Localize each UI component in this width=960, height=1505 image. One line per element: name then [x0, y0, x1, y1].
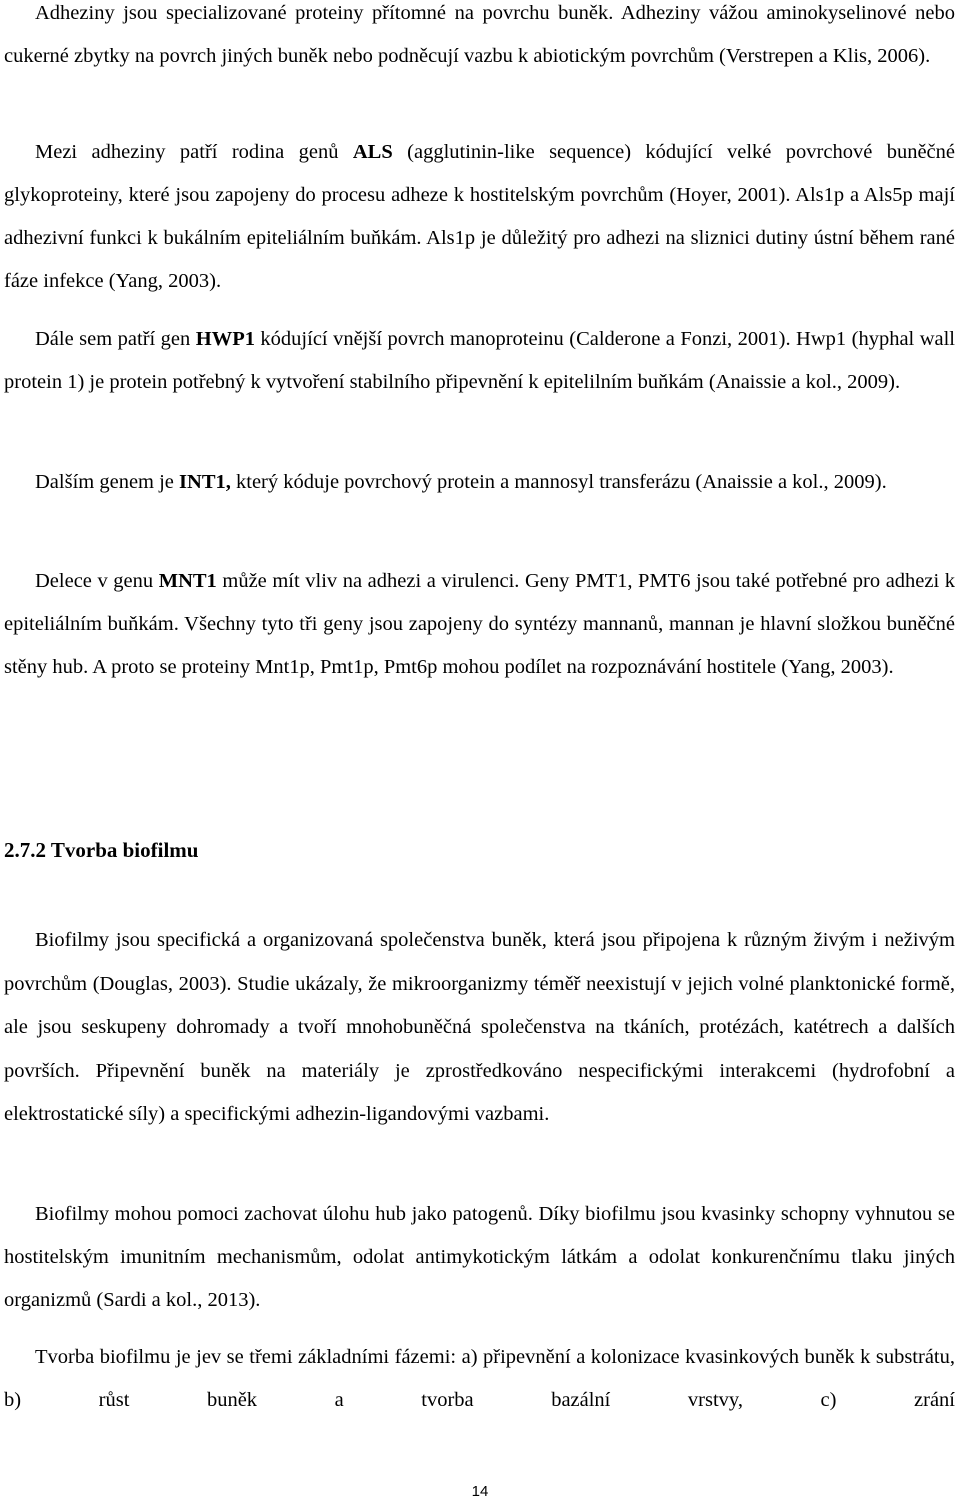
- paragraph-hwp1-gene: [4, 318, 955, 404]
- text-run: Delece v genu: [35, 570, 159, 592]
- text-run: který kóduje povrchový protein a mannosyl transferázu (Anaissie a kol., 2009).: [230, 471, 887, 493]
- paragraph-int1-gene: [4, 461, 955, 504]
- section-heading: 2.7.2 Tvorba biofilmu: [4, 838, 199, 862]
- paragraph-biofilm-phases: [4, 1336, 955, 1422]
- text-run: může mít vliv na adhezi a virulenci. Geny PMT1, PMT6 jsou také potřebné pro adhezi k epiteliálním buňkám. Všechny tyto tři geny jsou zapojeny do syntézy mannanů, mannan je hlavní složkou buněčné stěny hub. A proto se proteiny Mnt1p, Pmt1p, Pmt6p mohou podílet na rozpoznávání hostitele (Yang, 2003).: [4, 570, 956, 678]
- paragraph-biofilm-pathogens: [4, 1193, 955, 1322]
- text-run: Dále sem patří gen: [35, 328, 196, 350]
- gene-name-bold: INT1,: [179, 471, 231, 493]
- text-run: Biofilmy mohou pomoci zachovat úlohu hub jako patogenů. Díky biofilmu jsou kvasinky schopny vyhnutou se hostitelským imunitním mechanismům, odolat antimykotickým látkám a odolat konkurenčnímu tlaku jiných organizmů (Sardi a kol., 2013).: [4, 1203, 955, 1311]
- text-run: kódující vnější povrch manoproteinu (Calderone a Fonzi, 2001). Hwp1 (hyphal wall protein 1) je protein potřebný k vytvoření stabilního připevnění k epitelilním buňkám (Anaissie a kol., 2009).: [4, 328, 955, 393]
- text-run: Biofilmy jsou specifická a organizovaná společenstva buněk, která jsou připojena k různým živým i neživým povrchům (Douglas, 2003). Studie ukázaly, že mikroorganizmy téměř neexistují v jejich volné planktonické formě, ale jsou seskupeny dohromady a tvoří mnohobuněčná společenstva na tkáních, protézách, katétrech a dalších površích. Připevnění buněk na materiály je zprostředkováno nespecifickými interakcemi (hydrofobní a elektrostatické síly) a specifickými adhezin-ligandovými vazbami.: [4, 929, 955, 1125]
- text-run: (agglutinin-like sequence) kódující velké povrchové buněčné glykoproteiny, které jsou zapojeny do procesu adheze k hostitelským povrchům (Hoyer, 2001). Als1p a Als5p mají adhezivní funkci k bukálním epiteliálním buňkám. Als1p je důležitý pro adhezi na sliznici dutiny ústní během rané fáze infekce (Yang, 2003).: [4, 141, 956, 292]
- paragraph-adhesins-intro: [4, 0, 955, 77]
- paragraph-biofilm-definition: [4, 919, 955, 1137]
- text-run: Tvorba biofilmu je jev se třemi základními fázemi: a) připevnění a kolonizace kvasinkových buněk k substrátu, b) růst buněk a tvorba bazální vrstvy, c) zrání: [4, 1346, 955, 1411]
- text-run: Dalším genem je: [35, 471, 180, 493]
- text-run: Mezi adheziny patří rodina genů: [35, 141, 353, 163]
- gene-name-bold: ALS: [352, 141, 393, 163]
- page-number: 14: [471, 1483, 489, 1500]
- gene-name-bold: MNT1: [158, 570, 217, 592]
- gene-name-bold: HWP1: [195, 328, 255, 350]
- paragraph-mnt1-gene: [4, 560, 955, 689]
- text-run: Adheziny jsou specializované proteiny přítomné na povrchu buněk. Adheziny vážou aminokyselinové nebo cukerné zbytky na povrch jiných buněk nebo podněcují vazbu k abiotickým povrchům (Verstrepen a Klis, 2006).: [4, 2, 955, 67]
- paragraph-als-genes: [4, 131, 955, 303]
